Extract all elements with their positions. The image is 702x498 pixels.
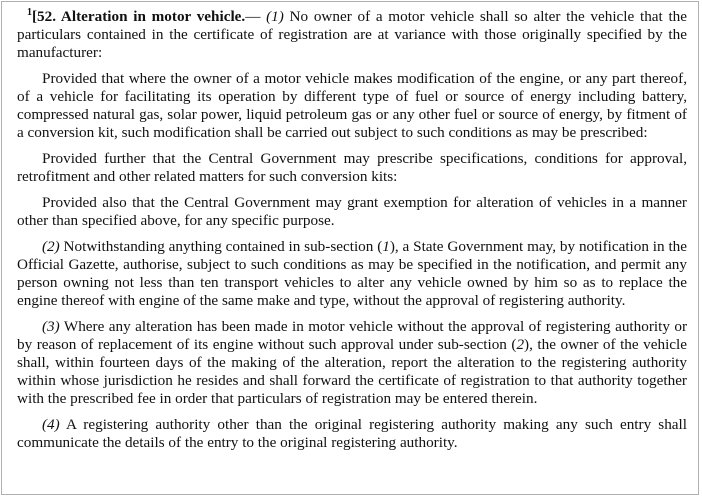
document-body [17,8,687,460]
subsection-3 [17,318,687,408]
section-heading: [52. Alteration in motor vehicle. [32,8,246,25]
subsection-3-ref: 2 [516,336,525,353]
proviso-3: Provided also that the Central Government may grant exemption for alteration of vehicles in a manner other than specified above, for any specific purpose. [17,194,687,229]
document-frame [1,1,699,495]
subsection-2-text-a: Notwithstanding anything contained in sub-section ( [59,238,383,255]
proviso-2: Provided further that the Central Government may prescribe specifications, conditions for approval, retrofitment and other related matters for such conversion kits: [17,150,687,185]
subsection-1-number: (1) [266,8,284,25]
subsection-2-ref: 1 [382,238,390,255]
subsection-3-text-a: Where any alteration has been made in motor vehicle without the approval of registering authority or by reason of replacement of its engine without such approval under sub-section ( [17,318,687,353]
subsection-2-number: (2) [42,238,60,255]
section-52-subsection-1 [17,8,687,62]
subsection-1-text: No owner of a motor vehicle shall so alter the vehicle that the particulars contained in the certificate of registration are at variance with those originally specified by the manufacturer: [17,8,688,61]
footnote-marker: 1 [27,7,32,18]
subsection-2 [17,238,687,310]
subsection-4-number: (4) [42,416,60,433]
subsection-2-text-b: ), a State Government may, by notification in the Official Gazette, authorise, subject to such conditions as may be specified in the notification, and permit any person owning not less than ten transport vehicles to alter any vehicle owned by him so as to replace the engine thereof with engine of the same make and type, without the approval of registering authority. [17,238,688,309]
subsection-3-text-b: ), the owner of the vehicle shall, within fourteen days of the making of the alteration, report the alteration to the registering authority within whose jurisdiction he resides and shall forward the certificate of registration to that authority together with the prescribed fee in order that particulars of registration may be entered therein. [17,336,688,407]
proviso-1: Provided that where the owner of a motor vehicle makes modification of the engine, or any part thereof, of a vehicle for facilitating its operation by different type of fuel or source of energy including battery, compressed natural gas, solar power, liquid petroleum gas or any other fuel or source of energy, by fitment of a conversion kit, such modification shall be carried out subject to such conditions as may be prescribed: [17,70,687,141]
subsection-3-number: (3) [42,318,60,335]
subsection-4-text: A registering authority other than the original registering authority making any such entry shall communicate the details of the entry to the original registering authority. [17,416,687,451]
subsection-4 [17,416,687,452]
heading-dash: — [245,8,261,25]
